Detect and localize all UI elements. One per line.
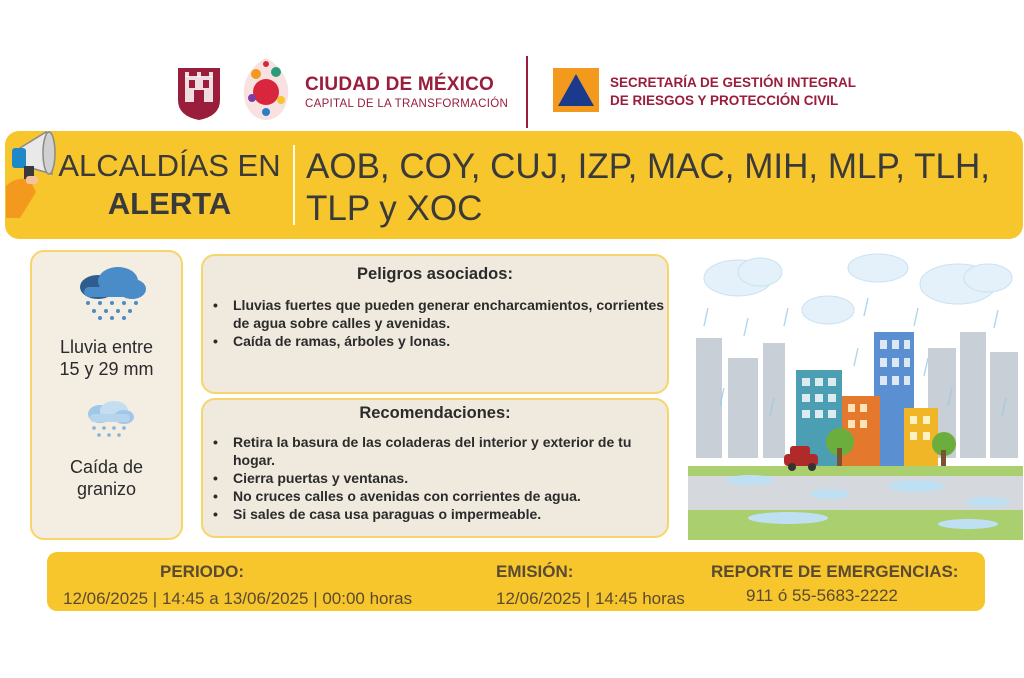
agency-line-2: DE RIESGOS Y PROTECCIÓN CIVIL [610, 93, 839, 108]
recommendation-item: • Cierra puertas y ventanas. [233, 469, 663, 487]
recommendations-title: Recomendaciones: [359, 404, 511, 422]
city-subtitle: CAPITAL DE LA TRANSFORMACIÓN [305, 98, 509, 110]
recommendation-item: • Retira la basura de las coladeras del interior y exterior de tu hogar. [233, 433, 663, 469]
hazards-title: Peligros asociados: [357, 265, 513, 283]
rain-label-line-2: 15 y 29 mm [59, 359, 154, 379]
emergency-label: REPORTE DE EMERGENCIAS: [711, 562, 959, 581]
cdmx-floral-logo-icon [238, 54, 294, 124]
recommendation-item: • Si sales de casa usa paraguas o impermeable. [233, 505, 663, 523]
hazards-card [201, 254, 669, 394]
header-divider [526, 56, 528, 128]
city-title: CIUDAD DE MÉXICO [305, 74, 494, 95]
emergency-phone: 911 ó 55-5683-2222 [746, 586, 898, 605]
recommendations-list [203, 433, 667, 523]
cdmx-shield-icon [176, 66, 222, 122]
hail-cloud-icon [80, 400, 138, 442]
recommendation-item: • No cruces calles o avenidas con corrientes de agua. [233, 487, 663, 505]
recommendations-card [201, 398, 669, 538]
hazard-item: • Caída de ramas, árboles y lonas. [233, 332, 667, 350]
header [0, 0, 1024, 130]
rain-label-line-1: Lluvia entre [59, 337, 154, 357]
hail-label [30, 456, 183, 500]
alert-alcaldias-list [306, 146, 1006, 230]
agency-name [610, 74, 856, 110]
alcaldias-line-2: TLP y XOC [306, 189, 483, 228]
rainy-city-illustration [688, 248, 1023, 540]
megaphone-icon [6, 122, 64, 218]
agency-line-1: SECRETARÍA DE GESTIÓN INTEGRAL [610, 75, 857, 90]
civil-protection-triangle-icon [553, 68, 599, 112]
banner-divider [293, 145, 295, 225]
emission-value: 12/06/2025 | 14:45 horas [496, 589, 685, 608]
hazards-list [203, 296, 667, 350]
hail-label-line-2: granizo [76, 479, 137, 499]
banner-label-line-1: ALCALDÍAS EN [58, 148, 281, 183]
hazard-item: • Lluvias fuertes que pueden generar encharcamientos, corrientes de agua sobre calles y avenidas. [233, 296, 667, 332]
period-value: 12/06/2025 | 14:45 a 13/06/2025 | 00:00 horas [63, 589, 413, 608]
rain-label [30, 336, 183, 380]
period-label: PERIODO: [160, 562, 245, 581]
emission-label: EMISIÓN: [496, 562, 574, 581]
alcaldias-line-1: AOB, COY, CUJ, IZP, MAC, MIH, MLP, TLH, [306, 147, 990, 186]
hail-label-line-1: Caída de [69, 457, 144, 477]
banner-label-line-2: ALERTA [107, 186, 232, 221]
rain-cloud-icon [70, 265, 154, 321]
